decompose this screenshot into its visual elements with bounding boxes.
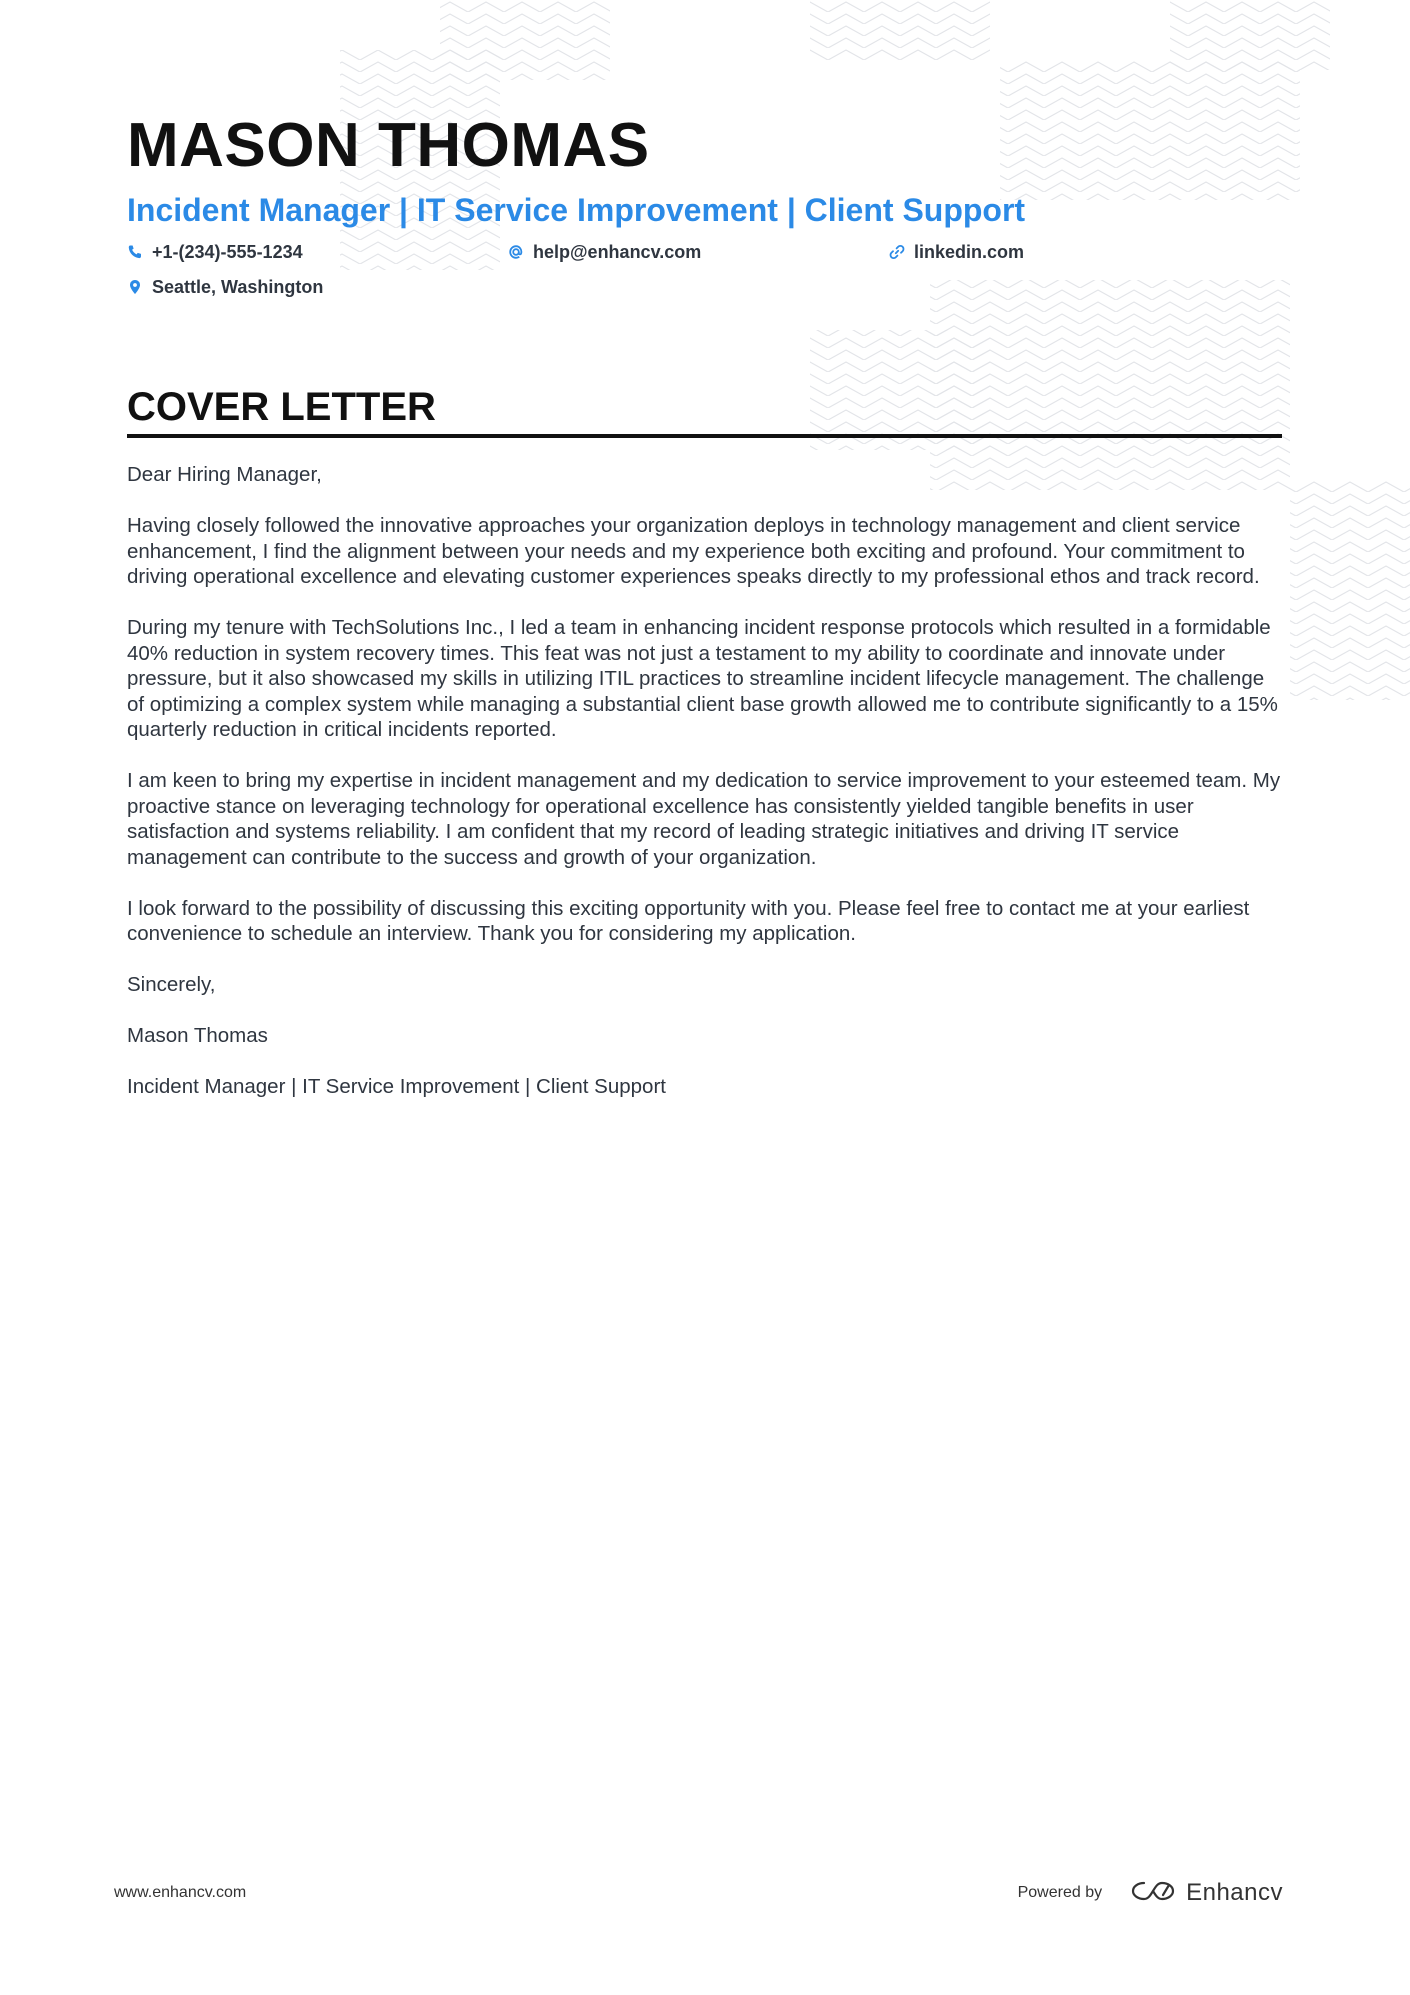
footer-branding: [1018, 1876, 1283, 1910]
letter-greeting: Dear Hiring Manager,: [127, 463, 322, 486]
enhancv-logo-icon: [1130, 1879, 1186, 1908]
footer-url[interactable]: www.enhancv.com: [114, 1884, 247, 1901]
letter-paragraph: I look forward to the possibility of discussing this exciting opportunity with you. Please feel free to contact me at your earliest convenience to schedule an interview. Thank you for considering my application.: [127, 896, 1250, 945]
powered-by-label: Powered by: [1017, 1884, 1103, 1901]
link-icon: [889, 244, 905, 260]
signature-title: Incident Manager | IT Service Improvement | Client Support: [127, 1075, 666, 1098]
location-text: Seattle, Washington: [152, 276, 324, 297]
contact-phone[interactable]: [127, 240, 303, 264]
brand-name: Enhancv: [1186, 1879, 1283, 1906]
email-text: help@enhancv.com: [533, 241, 702, 262]
candidate-headline: Incident Manager | IT Service Improvement | Client Support: [127, 192, 1026, 228]
link-text: linkedin.com: [914, 241, 1025, 262]
candidate-name: MASON THOMAS: [127, 111, 650, 180]
signature-name: Mason Thomas: [127, 1024, 268, 1047]
letter-paragraph: During my tenure with TechSolutions Inc., I led a team in enhancing incident response protocols which resulted in a formidable 40% reduction in system recovery times. This feat was not just a testament to my ability to coordinate and innovate under pressure, but it also showcased my skills in utilizing ITIL practices to streamline incident lifecycle management. The challenge of optimizing a complex system while managing a substantial client base growth allowed me to contribute significantly to a 15% quarterly reduction in critical incidents reported.: [127, 616, 1278, 741]
letter-body: [127, 462, 1282, 1125]
letter-paragraph: Having closely followed the innovative approaches your organization deploys in technology management and client service enhancement, I find the alignment between your needs and my experience both exciting and profound. Your commitment to driving operational excellence and elevating customer experiences speaks directly to my professional ethos and track record.: [127, 514, 1260, 588]
contact-location: [127, 275, 323, 299]
letter-paragraph: I am keen to bring my expertise in incident management and my dedication to service improvement to your esteemed team. My proactive stance on leveraging technology for operational excellence has consistently yielded tangible benefits in user satisfaction and systems reliability. I am confident that my record of leading strategic initiatives and driving IT service management can contribute to the success and growth of your organization.: [127, 769, 1281, 869]
phone-icon: [127, 244, 143, 260]
phone-text: +1-(234)-555-1234: [152, 241, 303, 262]
section-title: COVER LETTER: [127, 382, 1282, 438]
letter-closing: Sincerely,: [127, 973, 216, 996]
at-icon: [508, 244, 524, 260]
map-pin-icon: [127, 279, 143, 295]
contact-email[interactable]: [508, 240, 701, 264]
contact-link[interactable]: [889, 240, 1024, 264]
